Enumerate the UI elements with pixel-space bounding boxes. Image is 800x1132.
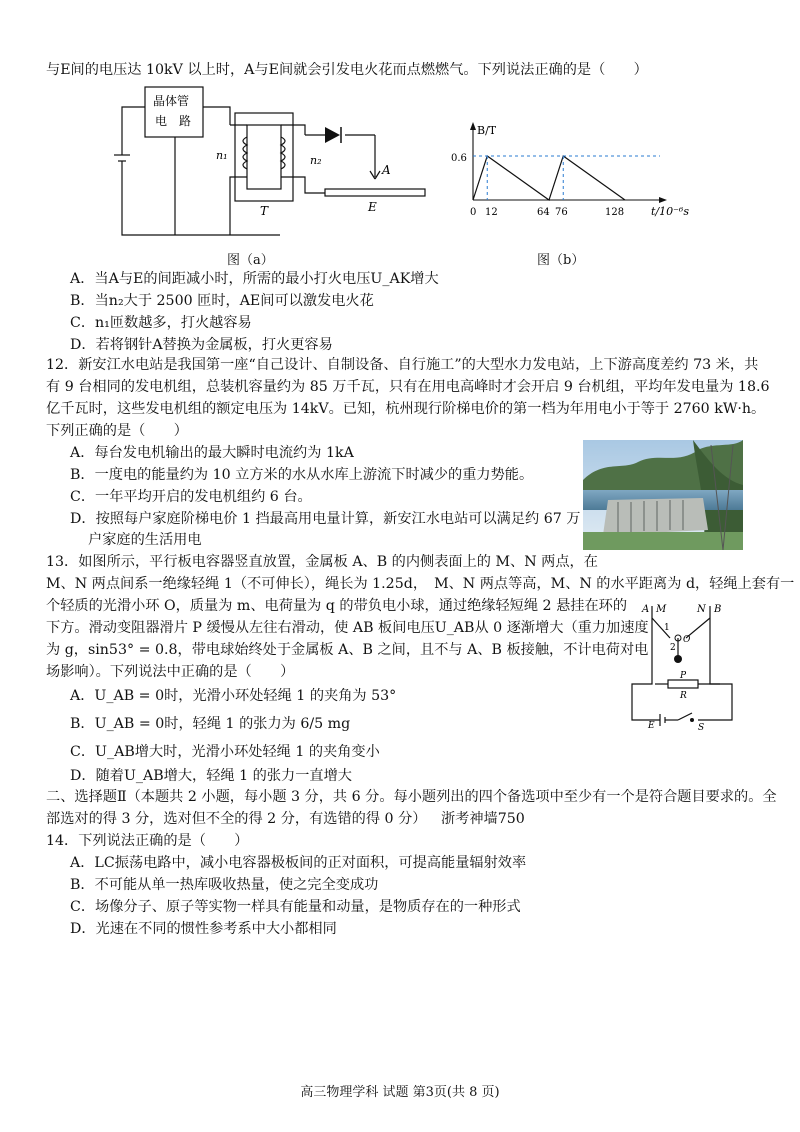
figure-b-chart — [451, 120, 710, 220]
box-label-1: 晶体管 — [153, 94, 190, 108]
q13-label-R: R — [680, 691, 687, 701]
q11-option-a: A．当A与E的间距减小时，所需的最小打火电压U_AK增大 — [70, 271, 439, 287]
q13-stem-3: 个轻质的光滑小环 O，质量为 m、电荷量为 q 的带负电小球，通过绝缘轻短绳 2 悬挂在环的 — [46, 598, 628, 614]
q13-option-a: A．U_AB = 0时，光滑小环处轻绳 1 的夹角为 53° — [70, 688, 397, 704]
chart-ytick: 0.6 — [451, 153, 467, 164]
q14-option-b: B．不可能从单一热库吸收热量，使之完全变成功 — [70, 877, 379, 893]
q12-option-a: A．每台发电机输出的最大瞬时电流约为 1kA — [70, 445, 354, 461]
section2-note: 浙考神墙750 — [440, 811, 525, 827]
q12-option-d-cont: 户家庭的生活用电 — [88, 532, 202, 548]
q13-label-S: S — [698, 723, 705, 733]
figure-a-caption: 图（a） — [227, 253, 274, 268]
q13-label-P: P — [680, 671, 687, 681]
q13-label-1: 1 — [664, 623, 670, 633]
series-line-B — [473, 156, 625, 200]
chart-xtick-64: 64 — [537, 207, 550, 218]
chart-xtick-128: 128 — [605, 207, 625, 218]
q12-option-d: D．按照每户家庭阶梯电价 1 挡最高用电量计算，新安江水电站可以满足约 67 万 — [70, 511, 581, 527]
section2-line-2-text: 部选对的得 3 分，选对但不全的得 2 分，有选错的得 0 分） — [46, 811, 427, 827]
box-label-2: 电 路 — [155, 114, 192, 128]
q13-label-A: A — [642, 604, 650, 615]
label-n1: n₁ — [216, 149, 228, 162]
q11-option-d: D．若将钢针A替换为金属板，打火更容易 — [70, 337, 333, 353]
figure-b-caption: 图（b） — [537, 253, 585, 268]
q13-stem-2: M、N 两点间系一绝缘轻绳 1（不可伸长），绳长为 1.25d， M、N 两点等高，M、N 的水平距离为 d，轻绳上套有一 — [46, 576, 795, 592]
q11-option-c: C．n₁匝数越多，打火越容易 — [70, 315, 252, 331]
q12-stem-2: 有 9 台相同的发电机组，总装机容量约为 85 万千瓦，只有在用电高峰时才会开启 9 台机组，平均年发电量为 18.6 — [46, 379, 770, 395]
chart-xtick-0: 0 — [470, 207, 477, 218]
dam-photo — [583, 440, 743, 550]
label-A: A — [382, 163, 391, 177]
q12-option-b: B．一度电的能量约为 10 立方米的水从水库上游流下时减少的重力势能。 — [70, 467, 534, 483]
q11-option-b: B．当n₂大于 2500 匝时，AE间可以激发电火花 — [70, 293, 374, 309]
section2-line-1: 二、选择题Ⅱ（本题共 2 小题，每小题 3 分，共 6 分。每小题列出的四个备选项中至少有一个是符合题目要求的。全 — [46, 789, 777, 805]
label-T: T — [260, 204, 269, 218]
q12-stem-1: 12．新安江水电站是我国第一座“自己设计、自制设备、自行施工”的大型水力发电站，上下游高度差约 73 米，共 — [46, 357, 759, 373]
q12-stem-4: 下列正确的是（ ） — [46, 423, 188, 439]
q13-option-b: B．U_AB = 0时，轻绳 1 的张力为 6/5 mg — [70, 716, 351, 732]
q14-option-a: A．LC振荡电路中，减小电容器极板间的正对面积，可提高能量辐射效率 — [70, 855, 527, 871]
q13-label-O: O — [683, 635, 691, 645]
figure-q13 — [620, 598, 740, 733]
label-E: E — [368, 200, 377, 214]
q13-stem-1: 13．如图所示，平行板电容器竖直放置，金属板 A、B 的内侧表面上的 M、N 两点，在 — [46, 554, 598, 570]
q14-stem: 14．下列说法正确的是（ ） — [46, 833, 249, 849]
chart-xlabel: t/10⁻⁶s — [651, 205, 689, 218]
section2-line-2 — [46, 809, 760, 829]
chart-ylabel: B/T — [477, 124, 497, 137]
chart-xtick-12: 12 — [485, 207, 498, 218]
q13-stem-6: 场影响）。下列说法中正确的是（ ） — [46, 664, 295, 680]
q13-stem-4: 下方。滑动变阻器滑片 P 缓慢从左往右滑动，使 AB 板间电压U_AB从 0 逐渐增大（重力加速度 — [46, 620, 649, 636]
q13-label-M: M — [656, 604, 667, 615]
q13-label-N: N — [697, 604, 706, 615]
q13-stem-5: 为 g，sin53° = 0.8，带电球始终处于金属板 A、B 之间，且不与 A、B 板接触，不计电荷对电 — [46, 642, 649, 658]
q13-label-B: B — [714, 604, 722, 615]
figure-a-circuit — [100, 85, 440, 265]
q14-option-d: D．光速在不同的惯性参考系中大小都相同 — [70, 921, 337, 937]
q11-stem-tail: 与E间的电压达 10kV 以上时，A与E间就会引发电火花而点燃燃气。下列说法正确的是（ ） — [46, 62, 648, 78]
q13-label-2: 2 — [670, 643, 676, 653]
q12-option-c: C．一年平均开启的发电机组约 6 台。 — [70, 489, 312, 505]
page-footer: 高三物理学科 试题 第3页(共 8 页) — [300, 1085, 500, 1100]
q13-option-d: D．随着U_AB增大，轻绳 1 的张力一直增大 — [70, 768, 352, 784]
q12-stem-3: 亿千瓦时，这些发电机组的额定电压为 14kV。已知，杭州现行阶梯电价的第一档为年用电小于等于 2760 kW·h。 — [46, 401, 766, 417]
q14-option-c: C．场像分子、原子等实物一样具有能量和动量，是物质存在的一种形式 — [70, 899, 521, 915]
q13-option-c: C．U_AB增大时，光滑小环处轻绳 1 的夹角变小 — [70, 744, 380, 760]
q13-label-E: E — [648, 721, 655, 731]
label-n2: n₂ — [310, 154, 322, 167]
chart-xtick-76: 76 — [555, 207, 568, 218]
